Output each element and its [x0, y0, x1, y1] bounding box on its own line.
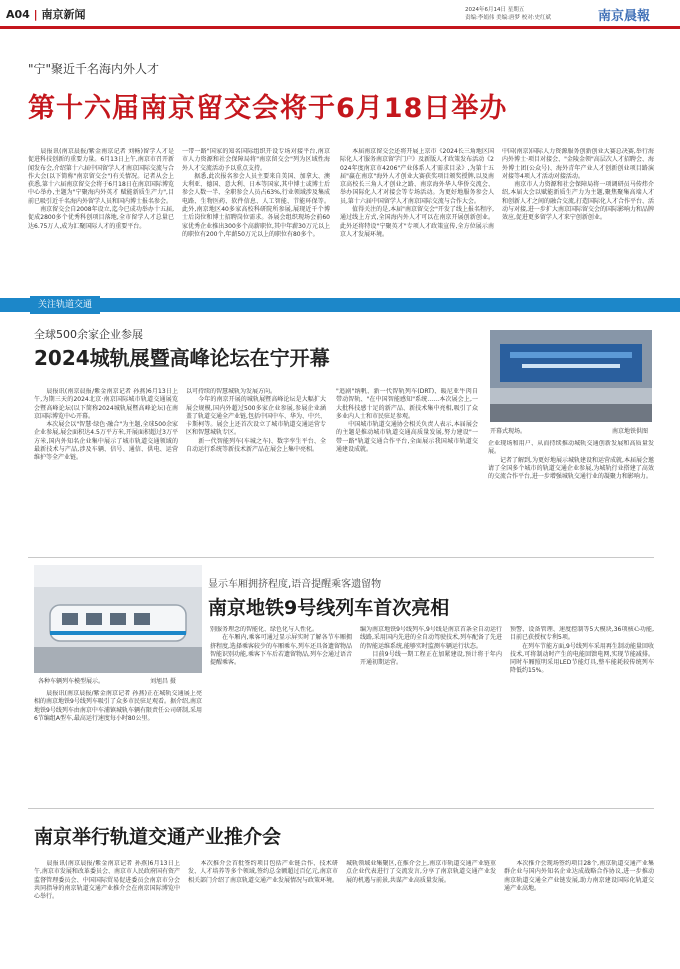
- story1-column-1: 晨报讯(南京晨报/紫金南京记者 刘畅)留学人才是促进科技创新的重要力量。6月13日上午,南京市召开新闻发布会,介绍第十六届中国留学人才南京国际交流与合作大会(以下简称"南京留交会")有关情况。记者从会上获悉,第十六届南京留交会将于6月18日在南京国际博览中心举办,主题为"宁聚海内外英才 赋能新质生产力",目前已吸引近千名海内外留学人员和国内博士报名参会。 南京留交会自2008年设立,迄今已成功举办十五届,促成2800多个优秀科创项目落地,全市留学人才总量已达6.75万人,成为汇聚国际人才的重要平台。: [28, 148, 174, 230]
- page-number: A04: [6, 8, 30, 21]
- story1-column-4: 中国(南京)国际人力资源服务创新创业大赛总决赛,举行海内外博士·项目对接会、"金陵金领"高层次人才招聘会、海外博士团(公众号)、海外青年产业人才创新创业项目路演对接等4项人才活动对接活动。 南京市人力资源和社会保障局将一项调研员马传炜介绍,本届大会以赋能新质生产力为主题,聚焦聚集高端人才和创新人才之间的融合交流,打造国际化人才合作平台、活动与对接,进一步扩大南京国际留交会的国际影响力和品牌效应,促进更多留学人才来宁创新创业。: [502, 148, 654, 222]
- story4-headline: 南京举行轨道交通产业推介会: [34, 826, 282, 848]
- story4-column-3: 城轨领域业集聚区,在推介会上,南京市轨道交通产业链重点企业代表进行了交流发言,分享了南京轨道交通产业发展的机遇与前景,共谋产业高质量发展。: [346, 860, 496, 884]
- editors-line: 责编:李娟伟 美编:唐梦 校对:史红斌: [465, 15, 552, 21]
- expo-stage-image: [490, 330, 652, 422]
- story2-photo: [490, 330, 652, 422]
- story1-headline: 第十六届南京留交会将于6月18日举办: [28, 93, 508, 124]
- story2-photo-caption: 开幕式现场。: [490, 428, 527, 435]
- section-banner: [0, 298, 680, 312]
- story1-column-3: 本届南京留交会还将开展上京市《2024长三角地区国际化人才服务南京留学门户》及新版人才政策发布活动《2024年度南京市4206"产业体系人才需求目录》,为第十五届"赢在南京"海外人才创业大赛获奖项目颁奖授牌,以及南京高校长三角人才创业之路、南京海外华人华侨交流会、举办国际化人才对接会等专场活动。为更好地服务参会人员,第十六届中国留学人才南京国际交流与合作大会。 值得关注的是,本届"南京留交会"开发了线上报名程序,通过线上方式,全国海内外人才可以在南京开展创新创业。此外还将特设"宁聚英才"专项人才政策宣传,全方位展示南京人才发展环境。: [340, 148, 494, 238]
- story3-photo-credit: 刘旭昌 摄: [150, 678, 176, 685]
- story3-headline: 南京地铁9号线列车首次亮相: [208, 597, 450, 619]
- header-rule: [0, 26, 680, 29]
- newspaper-logo: 南京晨報: [598, 9, 651, 24]
- story4-column-2: 本次推介会首批签约项目包括产业链合作、技术研发、人才培养等多个领域,签约总金额超过百亿元,南京市相关部门介绍了南京轨道交通产业发展情况与政策环境。: [188, 860, 338, 884]
- story3-column-left: 晨报讯(南京晨报/紫金南京记者 孙燕)正在城轨交通展上亮相的南京地铁9号线列车吸引了众多市民驻足观看。据介绍,南京地铁9号线列车由南京中车浦镇城轨车辆有限责任公司研制,采用6节编组A型车,最高运行速度每小时80公里。: [34, 690, 202, 722]
- story4-column-4: 本次推介会现场签约项目28个,南京轨道交通产业集群企业与国内外知名企业达成战略合作协议,进一步推动南京轨道交通全产业链发展,助力南京建设国际化轨道交通产业高地。: [504, 860, 654, 892]
- section-name: 南京新闻: [41, 8, 86, 21]
- date-line: 2024年6月14日 星期五: [465, 7, 525, 13]
- story2-column-2: 以可持续的智慧城轨为发展方向。 今年的南京开展的城轨展暨高峰论坛是大幅扩大展会规模,国内外超过500多家企业参展,参展企业涵盖了轨道交通全产业链,包括中国中车、华为、中兴、卡斯柯等。展会上还首次设立了城市轨道交通运营专区和智慧城轨专区。 新一代智能列车(车城之车)、数字孪生平台、全自动运行系统等新技术新产品在展会上集中亮相。: [186, 388, 326, 454]
- story3-column-1: 别服务理念的智能化、绿色化与人性化。 在车厢内,乘客可通过显示屏实时了解各节车厢拥挤程度,选择乘客较少的车厢乘车,列车还具备遗留物品智能识别功能,乘客下车后若遗留物品,列车会通过语音提醒乘客。: [210, 626, 352, 667]
- story3-column-3: 预警、设备管理、速度控制等5大模块,36项核心功能,目前已获授权专利5项。 在列车节能方面,9号线列车采用再生制动能量回收技术,可将制动时产生的电能回馈电网,实现节能减排。同时车厢照明采用LED节能灯具,整车能耗较传统列车降低约15%。: [510, 626, 654, 675]
- story2-column-3: "追剧"纳帆、新一代智轨列车(DRT)、暖尼亚牛肉自带动智轨、"在中国智能感知"系统……本次展会上,一大批科技感十足的新产品、新技术集中亮相,吸引了众多业内人士和市民驻足参观。 中国城市轨道交通协会相关负责人表示,本届展会的主题是推动城市轨道交通高质量发展,努力建设"一带一路"轨道交通合作平台,全面展示我国城市轨道交通建设成就。: [336, 388, 478, 454]
- section-divider-2: [28, 808, 654, 809]
- section-tag: 关注轨道交通: [30, 296, 100, 314]
- story3-photo-caption: 各种车辆列车模型展示。: [38, 678, 105, 685]
- story1-column-2: 一带一路"国家的知名国际组织开设专场对接平台,南京市人力资源和社会保障局将"南京留交会"列为区域性海外人才交流活动予以重点支持。 据悉,此次报名参会人员主要来自美国、加拿大、澳大利亚、德国、意大利、日本等国家,其中博士或博士后参会人数一半、全职参会人员占63%,行业领域涉及集成电路、生物医药、软件信息、人工智能、节能环保等。此外,南京地区40多家高校科研院所参展,展现近千个博士后岗位和博士招聘岗位需求。各展会组织现场会前60家优秀企业推出300多个高薪职位,其中年薪30万元以上的职位有200个,年薪50万元以上的职位有80多个。: [182, 148, 330, 238]
- train-model-image: [34, 565, 202, 673]
- story2-kicker: 全球500余家企业参展: [34, 328, 143, 341]
- story4-column-1: 晨报讯(南京晨报/紫金南京记者 孙燕)6月13日上午,南京市发展和改革委员会、南京市人民政府国有资产监督管理委员会、中国国际贸易促进委员会南京市分会共同指导的南京轨道交通产业推介会在南京国际博览中心举行。: [34, 860, 180, 901]
- story2-column-1: 晨报讯(南京晨报/紫金南京记者 孙燕)6月13日上午,为期三天的2024北京·南京国际城市轨道交通展览会暨高峰论坛(以下简称2024城轨展暨高峰论坛)在南京国际博览中心开幕。 本次展会以"智慧·绿色·融合"为主题,全球500余家企业参展,展会面积达4.5万平方米,开展面积超过3万平方米,国内外知名企业集中展示了城市轨道交通领域的最新技术与产品,涉及车辆、信号、通信、供电、运营维护等全产业链。: [34, 388, 178, 462]
- story3-column-2: 编为南京地铁9号线列车,9号线是南京首条全自动运行线路,采用国内先进的全自动驾驶技术,列车配备了先进的智能运维系统,能够实时监测车辆运行状态。 目前9号线一期工程正在加紧建设,预计将于年内开通初期运营。: [360, 626, 502, 667]
- header-meta: [465, 6, 551, 22]
- story2-photo-credit: 南京地铁供图: [612, 428, 649, 435]
- story3-kicker: 显示车厢拥挤程度,语音提醒乘客遗留物: [208, 579, 382, 590]
- story1-kicker: "宁"聚近千名海内外人才: [28, 62, 160, 76]
- section-divider: [28, 557, 654, 558]
- story2-column-4: 企业现场和用户、从而持续推动城轨交通创新发展和高质量发展。 记者了解到,为更好地展示城轨建设和运营成就,本届展会邀请了全国多个城市的轨道交通企业参展,为城轨行业搭建了高效的交流合作平台,进一步增强城轨交通行业的凝聚力和影响力。: [488, 440, 654, 481]
- story3-photo: [34, 565, 202, 673]
- page-number-section: A04 | 南京新闻: [6, 8, 86, 21]
- story2-headline: 2024城轨展暨高峰论坛在宁开幕: [34, 346, 330, 370]
